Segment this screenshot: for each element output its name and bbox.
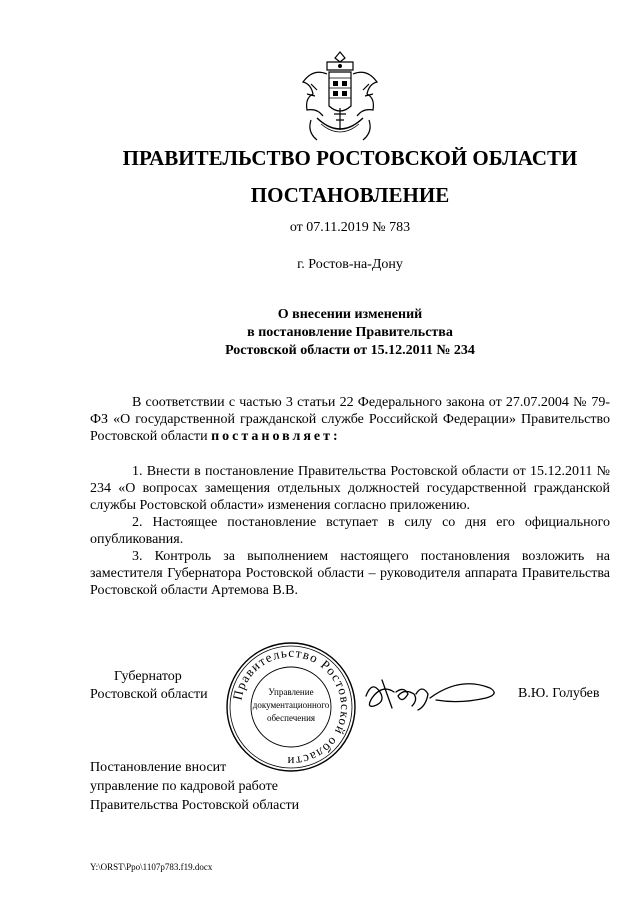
decree-word: постановляет: <box>211 429 341 444</box>
decree-items <box>90 463 610 599</box>
svg-text:документационного: документационного <box>252 700 330 710</box>
svg-text:Правительство Ростовской облас: Правительство Ростовской области <box>229 644 354 770</box>
decree-item: 3. Контроль за выполнением настоящего постановления возложить на заместителя Губернатора Ростовской области – руководителя аппарата Правительства Ростовской области Артемова В.В. <box>90 549 610 598</box>
position-line: Ростовской области <box>90 687 208 702</box>
government-title: ПРАВИТЕЛЬСТВО РОСТОВСКОЙ ОБЛАСТИ <box>122 146 578 170</box>
note-line: Правительства Ростовской области <box>90 798 300 813</box>
svg-text:Управление: Управление <box>268 687 314 697</box>
coat-of-arms-icon <box>297 48 383 148</box>
position-line: Губернатор <box>114 669 182 684</box>
file-path: Y:\ORST\Ppo\1107p783.f19.docx <box>90 862 213 872</box>
preamble-text: В соответствии с частью 3 статьи 22 Федерального закона от 27.07.2004 № 79-ФЗ «О государственной гражданской службе Российской Федерации» Правительство Ростовской области <box>90 395 610 444</box>
handwritten-signature <box>360 674 510 714</box>
note-line: Постановление вносит <box>90 760 227 775</box>
subject <box>90 306 610 360</box>
subject-line: О внесении изменений <box>277 307 423 322</box>
preamble <box>90 394 610 445</box>
signer-name: В.Ю. Голубев <box>518 686 600 701</box>
decree-item: 2. Настоящее постановление вступает в силу со дня его официального опубликования. <box>90 515 610 547</box>
seal-stamp <box>224 640 358 774</box>
subject-line: в постановление Правительства <box>247 325 453 340</box>
submission-note <box>90 758 299 815</box>
city: г. Ростов-на-Дону <box>297 257 403 272</box>
date-number: от 07.11.2019 № 783 <box>289 220 411 235</box>
svg-text:обеспечения: обеспечения <box>266 713 316 723</box>
signer-position <box>90 668 230 704</box>
subject-line: Ростовской области от 15.12.2011 № 234 <box>225 343 475 358</box>
decree-item: 1. Внести в постановление Правительства Ростовской области от 15.12.2011 № 234 «О вопросах замещения отдельных должностей государственной гражданской службы Ростовской области» изменения согласно приложению. <box>90 464 610 513</box>
note-line: управление по кадровой работе <box>90 779 278 794</box>
document-type: ПОСТАНОВЛЕНИЕ <box>250 183 450 207</box>
